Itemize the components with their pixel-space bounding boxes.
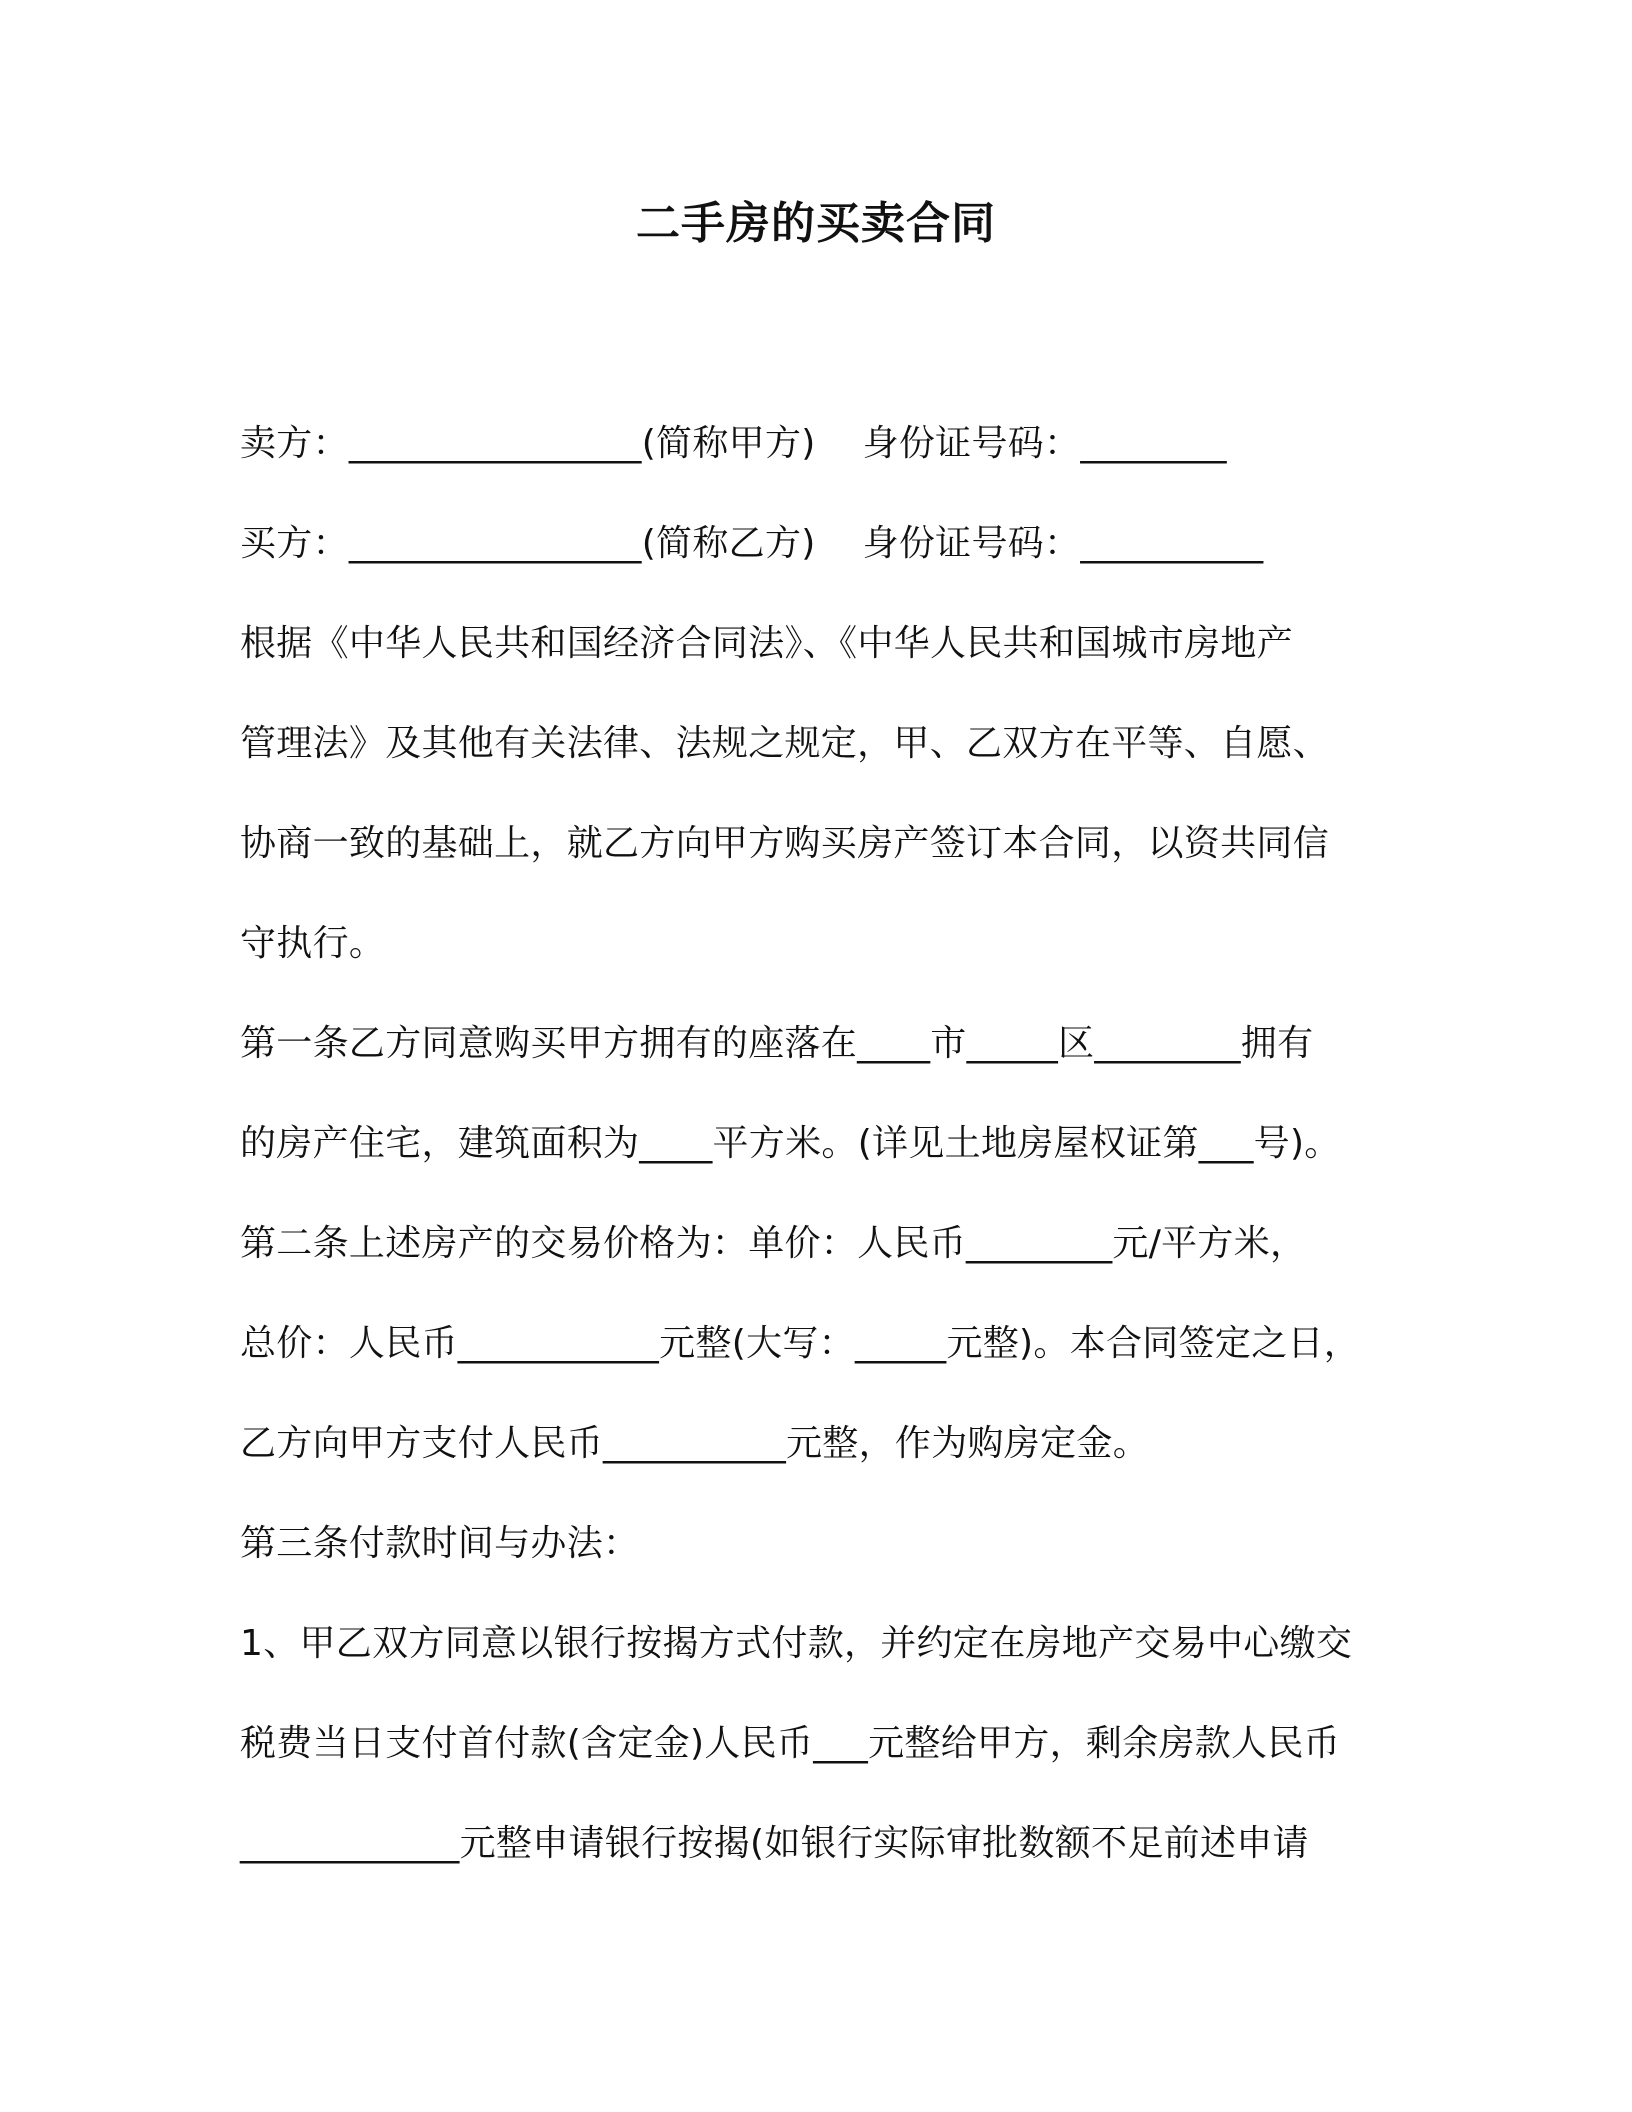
preamble-line-2: 管理法》及其他有关法律、法规之规定，甲、乙双方在平等、自愿、 [240,723,1330,764]
seller-line: 卖方：________________(简称甲方) 身份证号码：________ [240,423,1227,464]
article-2-line-1: 第二条上述房产的交易价格为：单价：人民币________元/平方米， [240,1223,1307,1264]
preamble-line-3: 协商一致的基础上，就乙方向甲方购买房产签订本合同，以资共同信 [240,823,1330,864]
article-3-item-1-line-1: 1、甲乙双方同意以银行按揭方式付款，并约定在房地产交易中心缴交 [240,1623,1353,1664]
article-1-line-2: 的房产住宅，建筑面积为____平方米。(详见土地房屋权证第___号)。 [240,1123,1341,1164]
article-2-line-3: 乙方向甲方支付人民币__________元整，作为购房定金。 [240,1423,1149,1464]
article-3-item-1-line-2: 税费当日支付首付款(含定金)人民币___元整给甲方，剩余房款人民币 [240,1723,1340,1764]
article-1-line-1: 第一条乙方同意购买甲方拥有的座落在____市_____区________拥有 [240,1023,1314,1064]
article-3-item-1-line-3: ____________元整申请银行按揭(如银行实际审批数额不足前述申请 [240,1823,1309,1864]
document-title: 二手房的买卖合同 [636,198,996,249]
article-3-heading: 第三条付款时间与办法： [240,1523,640,1564]
preamble-line-4: 守执行。 [240,923,386,964]
buyer-line: 买方：________________(简称乙方) 身份证号码：__________ [240,523,1264,564]
preamble-line-1: 根据《中华人民共和国经济合同法》、《中华人民共和国城市房地产 [240,623,1294,664]
article-2-line-2: 总价：人民币___________元整(大写：_____元整)。本合同签定之日， [240,1323,1361,1364]
